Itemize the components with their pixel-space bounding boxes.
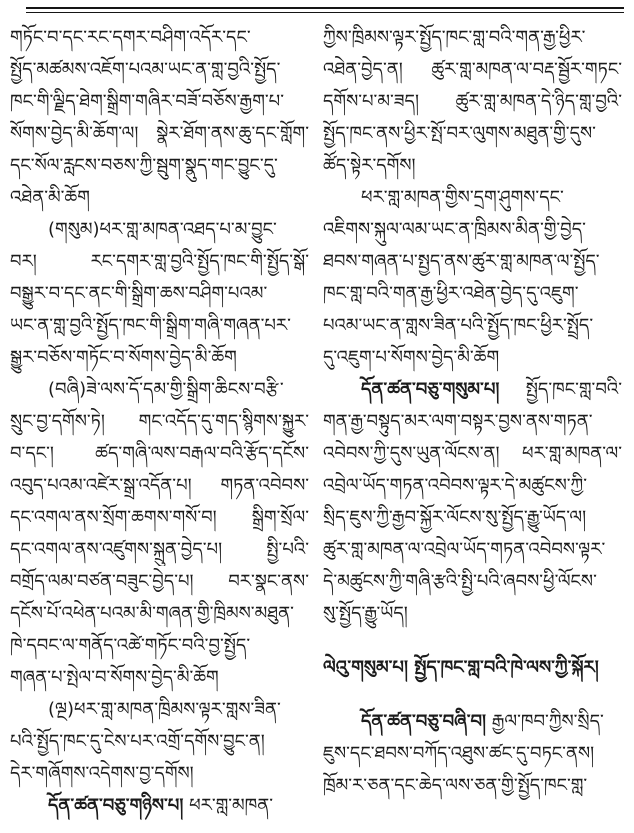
text-line: དེ་མཚུངས་ཀྱི་གཞི་རྩའི་སྤྱི་པའི་ཞབས་ཕྱི་ལོངས་ xyxy=(323,571,597,592)
paragraph-start-line: (གསུམ)ཕར་གླ་མཁན་འཐད་པ་མ་བྱུང་ xyxy=(48,219,277,240)
text-line: སྤྱོད་ཁང་ནས་ཕྱིར་སྤོ་བར་ལུགས་མཐུན་གྱི་དུས་ xyxy=(323,123,596,144)
paragraph-end-line: གཞན་པ་སྤེལ་བ་སོགས་བྱེད་མི་ཆོག xyxy=(10,667,219,688)
article-number-bold: དོན་ཚན་བཅུ་གསུམ་པ། xyxy=(361,379,500,400)
text-column-right xyxy=(323,22,622,822)
article-heading-line xyxy=(323,706,622,738)
article-heading-line xyxy=(323,374,622,406)
text-line: སྲུང་བྱ་དགོས་ཏེ། གང་འདོད་དུ་གད་སྙིགས་སྐྱུར་ xyxy=(10,411,309,432)
text-line: སྤྱོད་མཚམས་འཇོག་པའམ་ཡང་ན་གླ་བྱའི་སྤྱོད་ xyxy=(10,59,281,80)
article-number-bold: དོན་ཚན་བཅུ་བཞི་བ། xyxy=(361,711,487,732)
text-column-left xyxy=(10,22,309,822)
text-line: འབེབས་ཀྱི་དུས་ཡུན་ལོངས་ན། ཕར་གླ་མཁན་ལ་ xyxy=(323,443,622,464)
vertical-spacer xyxy=(323,684,622,706)
paragraph-end-line: དེར་གཞོགས་འདེགས་བྱ་དགོས། xyxy=(10,763,194,784)
text-line: ཀྱིས་ཁྲིམས་ལྟར་སྤྱོད་ཁང་གླ་བའི་གན་རྒྱ་ཕྱིར་ xyxy=(323,27,586,48)
text-line: དང་འགལ་ནས་འཛུགས་སྐྲུན་བྱེད་པ། སྤྱི་པའི་ xyxy=(10,539,309,560)
paragraph-end-line: འཐེན་མི་ཆོག xyxy=(10,187,90,208)
article-heading-line xyxy=(10,790,309,822)
text-line: གན་རྒྱ་བསྟུད་མར་ལག་བསྟར་བྱས་ནས་གཏན་ xyxy=(323,411,593,432)
text-line: པའི་སྤྱོད་ཁང་དུ་ངེས་པར་འགྲོ་དགོས་བྱུང་ན། xyxy=(10,731,265,752)
text-line: ཁང་གི་ལྗིད་ཐེག་སྒྲིག་གཞིར་བཟོ་བཅོས་རྒྱག་པ་ xyxy=(10,91,284,112)
text-line: འབྲེལ་ཡོད་གཏན་འབེབས་ལྟར་དེ་མཚུངས་ཀྱི་ xyxy=(323,475,587,496)
text-line: དང་འགལ་ནས་སྲོག་ཆགས་གསོ་བ། སྒྲིག་སྲོལ་ xyxy=(10,507,309,528)
text-line: འབུད་པའམ་འཛེར་སྒྲ་འདོན་པ། གཏན་འབེབས་ xyxy=(10,475,309,496)
text-line: བསྒྱུར་བ་དང་ནང་གི་སྒྲིག་ཆས་བཤིག་པའམ་ xyxy=(10,283,268,304)
text-run: སྤྱོད་ཁང་གླ་བའི་ xyxy=(499,379,622,400)
text-line: པའམ་ཡང་ན་གླས་ཟིན་པའི་སྤྱོད་ཁང་ཕྱིར་སྤྲོད་ xyxy=(323,315,594,336)
text-run: ཕར་གླ་མཁན་ xyxy=(183,795,274,816)
text-line: ཇུས་དང་ཐབས་བཀོད་འཐུས་ཚང་དུ་བཏང་ནས། xyxy=(323,743,595,764)
paragraph-end-line: སྒྱུར་བཅོས་གཏོང་བ་སོགས་བྱེད་མི་ཆོག xyxy=(10,347,237,368)
text-line: བགྲོད་ལམ་བཙན་བཟུང་བྱེད་པ། བར་སྣང་ནས་ xyxy=(10,571,309,592)
text-line: བ་དང་། ཚད་གཞི་ལས་བརྒལ་བའི་རྩོད་དངོས་ xyxy=(10,443,309,464)
text-line: ཡང་ན་གླ་བྱའི་སྤྱོད་ཁང་གི་སྒྲིག་གཞི་གཞན་པར་ xyxy=(10,315,291,336)
text-line: ཁྲོམ་ར་ཅན་དང་ཆེད་ལས་ཅན་གྱི་སྤྱོད་ཁང་གླ་ xyxy=(323,775,588,796)
paragraph-end-line: ཚོད་སྟེར་དགོས། xyxy=(323,155,416,176)
text-line: འཐེན་བྱེད་ན། ཚུར་གླ་མཁན་ལ་བརྡ་སྦྱོར་གཏང་ xyxy=(323,59,622,80)
text-line: ཁང་གླ་བའི་གན་རྒྱ་ཕྱིར་འཐེན་བྱེད་དུ་འཇུག་ xyxy=(323,283,579,304)
text-line: ཁེ་དབང་ལ་གནོད་འཚེ་གཏོང་བའི་བྱ་སྤྱོད་ xyxy=(10,635,251,656)
text-line: བར། རང་དགར་གླ་བྱའི་སྤྱོད་ཁང་གི་སྤྱོད་སྒོ་ xyxy=(10,251,309,272)
paragraph-start-line: ཕར་གླ་མཁན་གྱིས་དྲག་ཤུགས་དང་ xyxy=(361,187,564,208)
vertical-spacer xyxy=(323,630,622,652)
paragraph-end-line: དུ་འཇུག་པ་སོགས་བྱེད་མི་ཆོག xyxy=(323,347,500,368)
text-line: སྲིད་ཇུས་ཀྱི་རྒྱབ་སྐྱོར་ལོངས་སུ་སྤྱོད་རྒྱུ་ཡོད་ལ། xyxy=(323,507,587,528)
text-line: སོགས་བྱེད་མི་ཆོག་ལ། སྣེར་ཐོག་ནས་ཆུ་དང་གློག་ xyxy=(10,123,309,144)
paragraph-end-line: སུ་སྤྱོད་རྒྱུ་ཡོད། xyxy=(323,603,408,624)
text-line: དངོས་པོ་འཕེན་པའམ་མི་གཞན་གྱི་ཁྲིམས་མཐུན་ xyxy=(10,603,294,624)
text-line: དགོས་པ་མ་ཟད། ཚུར་གླ་མཁན་དེ་ཉིད་གླ་བྱའི་ xyxy=(323,91,622,112)
chapter-heading: ལེའུ་གསུམ་པ། སྤྱོད་ཁང་གླ་བའི་ཁེ་ལས་ཀྱི་སྐོར། xyxy=(323,657,599,678)
paragraph-start-line: (བཞི)ཟེ་ལས་དོ་དམ་གྱི་སྒྲིག་ཆིངས་བརྩི་ xyxy=(48,379,284,400)
text-line: ཐབས་གཞན་པ་སྤྱད་ནས་ཚུར་གླ་མཁན་ལ་སྤྱོད་ xyxy=(323,251,600,272)
text-run: རྒྱལ་ཁབ་ཀྱིས་སྲིད་ xyxy=(486,711,604,732)
text-line: ཚུར་གླ་མཁན་ལ་འབྲེལ་ཡོད་གཏན་འབེབས་ལྟར་ xyxy=(323,539,606,560)
text-line: གཏོང་བ་དང་རང་དགར་བཤིག་འདོར་དང་ xyxy=(10,27,251,48)
text-line: དང་སོལ་རླངས་བཅས་ཀྱི་སྦུག་སྣུད་གང་བྱུང་དུ་ xyxy=(10,155,278,176)
two-column-text-block xyxy=(0,13,634,822)
paragraph-start-line: (ལྔ)ཕར་གླ་མཁན་ཁྲིམས་ལྟར་གླས་ཟིན་ xyxy=(48,699,281,720)
text-line: འཇིགས་སྐུལ་ལམ་ཡང་ན་ཁྲིམས་མིན་གྱི་བྱེད་ xyxy=(323,219,586,240)
article-number-bold: དོན་ཚན་བཅུ་གཉིས་པ། xyxy=(48,795,184,816)
